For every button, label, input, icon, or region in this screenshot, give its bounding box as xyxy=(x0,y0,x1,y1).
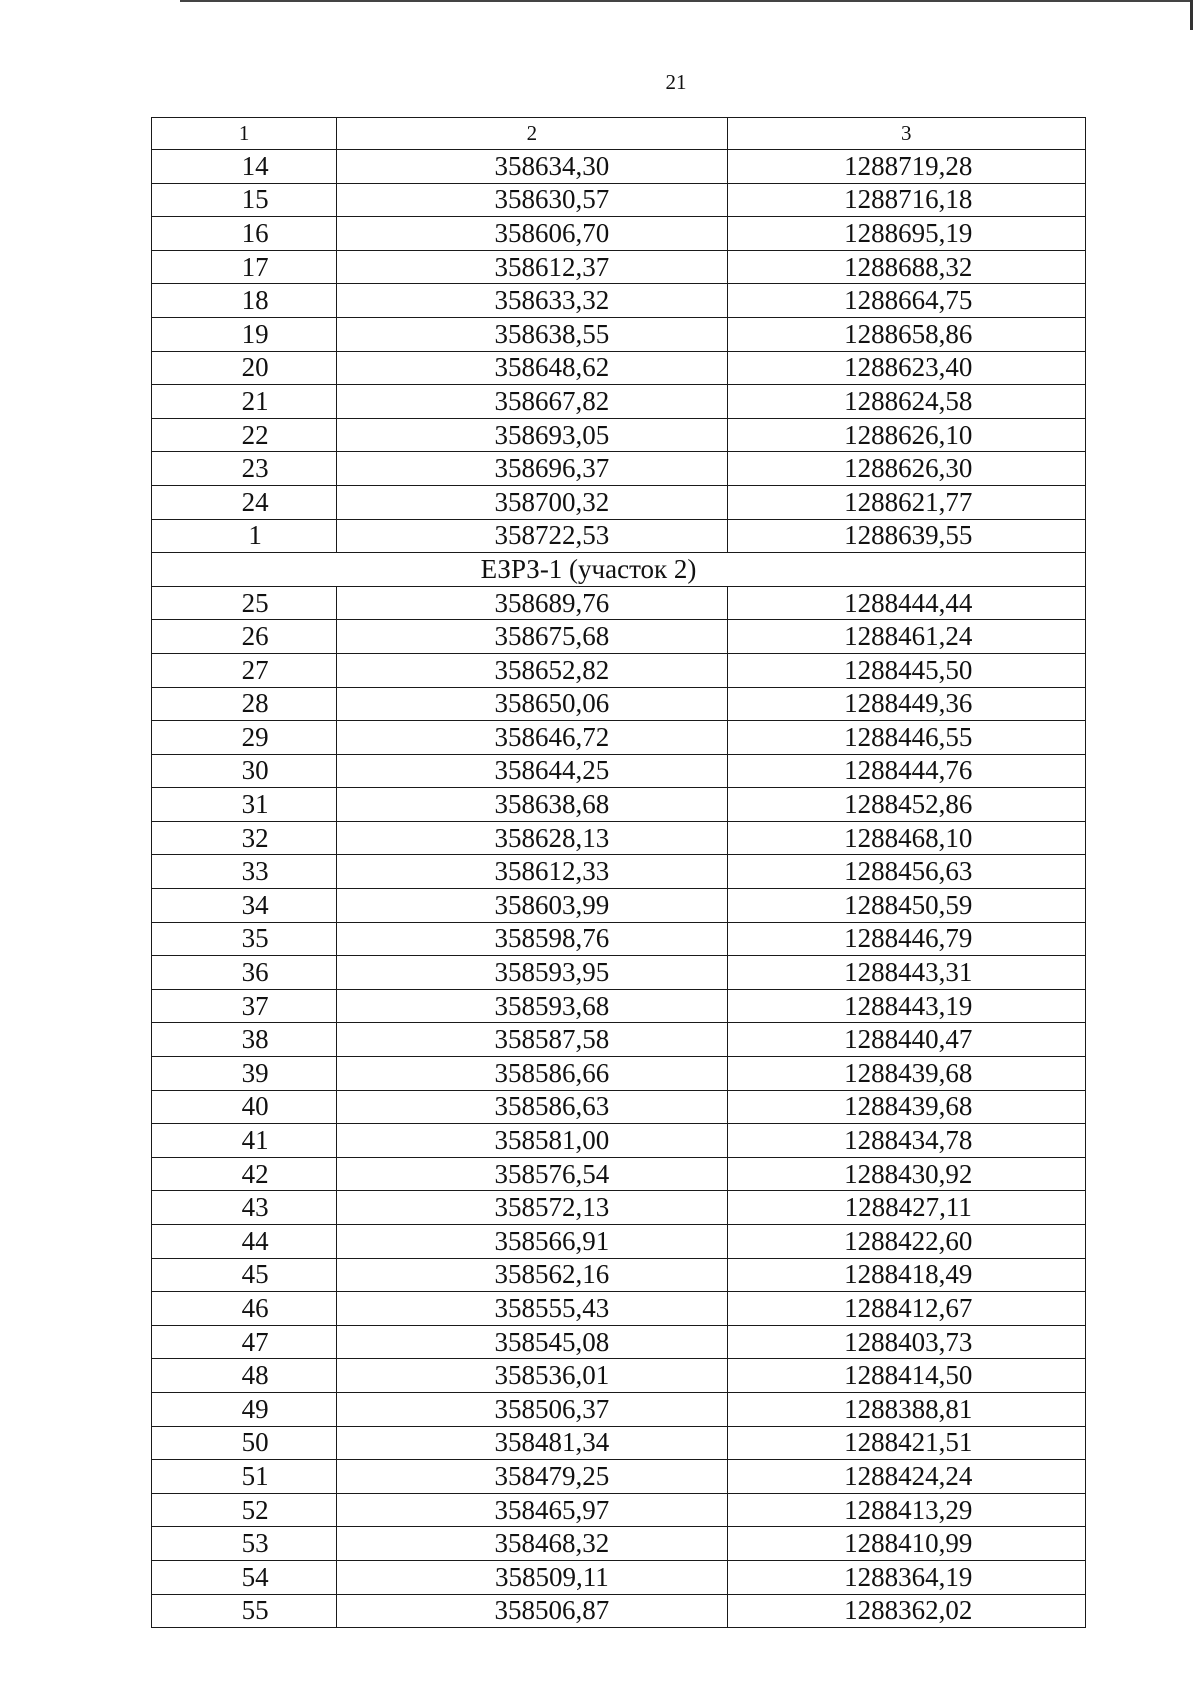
point-number-cell: 44 xyxy=(152,1225,337,1259)
coordinate-y-cell: 358506,37 xyxy=(337,1392,727,1426)
table-row xyxy=(152,989,1086,1023)
point-number-cell: 52 xyxy=(152,1493,337,1527)
point-number-cell: 50 xyxy=(152,1426,337,1460)
scan-edge-right xyxy=(1190,0,1193,30)
point-number-cell: 41 xyxy=(152,1124,337,1158)
coordinate-y-cell: 358593,68 xyxy=(337,989,727,1023)
coordinate-y-cell: 358581,00 xyxy=(337,1124,727,1158)
point-number-cell: 22 xyxy=(152,418,337,452)
coordinate-y-cell: 358536,01 xyxy=(337,1359,727,1393)
coordinate-x-cell: 1288430,92 xyxy=(727,1157,1085,1191)
coordinate-x-cell: 1288716,18 xyxy=(727,183,1085,217)
coordinate-y-cell: 358638,55 xyxy=(337,317,727,351)
coordinate-y-cell: 358700,32 xyxy=(337,485,727,519)
coordinate-y-cell: 358650,06 xyxy=(337,687,727,721)
point-number-cell: 45 xyxy=(152,1258,337,1292)
coordinate-y-cell: 358634,30 xyxy=(337,150,727,184)
coordinate-x-cell: 1288624,58 xyxy=(727,385,1085,419)
coordinate-y-cell: 358587,58 xyxy=(337,1023,727,1057)
point-number-cell: 20 xyxy=(152,351,337,385)
coordinate-y-cell: 358606,70 xyxy=(337,217,727,251)
point-number-cell: 19 xyxy=(152,317,337,351)
coordinate-x-cell: 1288664,75 xyxy=(727,284,1085,318)
coordinate-y-cell: 358633,32 xyxy=(337,284,727,318)
coordinate-y-cell: 358644,25 xyxy=(337,754,727,788)
coordinate-y-cell: 358693,05 xyxy=(337,418,727,452)
table-row xyxy=(152,687,1086,721)
table-row xyxy=(152,1090,1086,1124)
point-number-cell: 42 xyxy=(152,1157,337,1191)
coordinate-y-cell: 358481,34 xyxy=(337,1426,727,1460)
section-header-row xyxy=(152,553,1086,587)
coordinate-y-cell: 358562,16 xyxy=(337,1258,727,1292)
table-row xyxy=(152,1325,1086,1359)
coordinate-x-cell: 1288695,19 xyxy=(727,217,1085,251)
table-row xyxy=(152,1426,1086,1460)
point-number-cell: 39 xyxy=(152,1057,337,1091)
table-row xyxy=(152,1460,1086,1494)
table-row xyxy=(152,1124,1086,1158)
coordinate-y-cell: 358612,37 xyxy=(337,250,727,284)
point-number-cell: 47 xyxy=(152,1325,337,1359)
coordinate-x-cell: 1288688,32 xyxy=(727,250,1085,284)
point-number-cell: 29 xyxy=(152,721,337,755)
coordinate-x-cell: 1288621,77 xyxy=(727,485,1085,519)
table-row xyxy=(152,1023,1086,1057)
coordinate-x-cell: 1288456,63 xyxy=(727,855,1085,889)
coordinate-y-cell: 358603,99 xyxy=(337,889,727,923)
table-row xyxy=(152,183,1086,217)
point-number-cell: 40 xyxy=(152,1090,337,1124)
point-number-cell: 51 xyxy=(152,1460,337,1494)
table-row xyxy=(152,385,1086,419)
point-number-cell: 53 xyxy=(152,1527,337,1561)
coordinate-y-cell: 358506,87 xyxy=(337,1594,727,1628)
point-number-cell: 43 xyxy=(152,1191,337,1225)
table-row xyxy=(152,1493,1086,1527)
coordinate-y-cell: 358675,68 xyxy=(337,620,727,654)
coordinate-x-cell: 1288626,30 xyxy=(727,452,1085,486)
coordinate-x-cell: 1288424,24 xyxy=(727,1460,1085,1494)
table-row xyxy=(152,1392,1086,1426)
table-row xyxy=(152,922,1086,956)
table-row xyxy=(152,317,1086,351)
point-number-cell: 24 xyxy=(152,485,337,519)
coordinate-y-cell: 358722,53 xyxy=(337,519,727,553)
coordinate-x-cell: 1288443,19 xyxy=(727,989,1085,1023)
coordinate-x-cell: 1288452,86 xyxy=(727,788,1085,822)
coordinate-x-cell: 1288422,60 xyxy=(727,1225,1085,1259)
coordinate-y-cell: 358509,11 xyxy=(337,1560,727,1594)
table-row xyxy=(152,653,1086,687)
coordinate-y-cell: 358598,76 xyxy=(337,922,727,956)
coordinate-x-cell: 1288364,19 xyxy=(727,1560,1085,1594)
point-number-cell: 17 xyxy=(152,250,337,284)
coordinate-y-cell: 358646,72 xyxy=(337,721,727,755)
table-row xyxy=(152,586,1086,620)
point-number-cell: 33 xyxy=(152,855,337,889)
column-header-y: 2 xyxy=(337,118,727,150)
coordinate-x-cell: 1288444,44 xyxy=(727,586,1085,620)
table-row xyxy=(152,1157,1086,1191)
coordinate-x-cell: 1288658,86 xyxy=(727,317,1085,351)
table-row xyxy=(152,754,1086,788)
table-row xyxy=(152,1359,1086,1393)
coordinate-x-cell: 1288626,10 xyxy=(727,418,1085,452)
table-row xyxy=(152,1527,1086,1561)
coordinate-x-cell: 1288362,02 xyxy=(727,1594,1085,1628)
coordinate-x-cell: 1288434,78 xyxy=(727,1124,1085,1158)
coordinate-y-cell: 358628,13 xyxy=(337,821,727,855)
table-row xyxy=(152,721,1086,755)
point-number-cell: 54 xyxy=(152,1560,337,1594)
coordinate-y-cell: 358630,57 xyxy=(337,183,727,217)
coordinate-y-cell: 358593,95 xyxy=(337,956,727,990)
scan-edge-top xyxy=(180,0,1192,2)
coordinate-x-cell: 1288418,49 xyxy=(727,1258,1085,1292)
table-row xyxy=(152,956,1086,990)
point-number-cell: 38 xyxy=(152,1023,337,1057)
coordinate-x-cell: 1288639,55 xyxy=(727,519,1085,553)
point-number-cell: 14 xyxy=(152,150,337,184)
coordinate-x-cell: 1288421,51 xyxy=(727,1426,1085,1460)
point-number-cell: 21 xyxy=(152,385,337,419)
point-number-cell: 30 xyxy=(152,754,337,788)
coordinate-y-cell: 358468,32 xyxy=(337,1527,727,1561)
table-row xyxy=(152,821,1086,855)
table-row xyxy=(152,485,1086,519)
coordinate-x-cell: 1288623,40 xyxy=(727,351,1085,385)
coordinates-table-body xyxy=(152,118,1086,1628)
point-number-cell: 55 xyxy=(152,1594,337,1628)
point-number-cell: 46 xyxy=(152,1292,337,1326)
table-row xyxy=(152,452,1086,486)
table-row xyxy=(152,788,1086,822)
coordinate-y-cell: 358689,76 xyxy=(337,586,727,620)
point-number-cell: 23 xyxy=(152,452,337,486)
table-row xyxy=(152,284,1086,318)
table-row xyxy=(152,1057,1086,1091)
coordinate-y-cell: 358638,68 xyxy=(337,788,727,822)
point-number-cell: 34 xyxy=(152,889,337,923)
coordinate-x-cell: 1288439,68 xyxy=(727,1090,1085,1124)
point-number-cell: 27 xyxy=(152,653,337,687)
point-number-cell: 28 xyxy=(152,687,337,721)
coordinate-x-cell: 1288468,10 xyxy=(727,821,1085,855)
table-row xyxy=(152,1258,1086,1292)
table-row xyxy=(152,1560,1086,1594)
coordinate-x-cell: 1288412,67 xyxy=(727,1292,1085,1326)
column-header-x: 3 xyxy=(727,118,1085,150)
section-title: ЕЗРЗ-1 (участок 2) xyxy=(152,553,1086,587)
point-number-cell: 26 xyxy=(152,620,337,654)
coordinate-y-cell: 358576,54 xyxy=(337,1157,727,1191)
coordinate-y-cell: 358545,08 xyxy=(337,1325,727,1359)
table-row xyxy=(152,1191,1086,1225)
coordinate-y-cell: 358479,25 xyxy=(337,1460,727,1494)
coordinate-y-cell: 358667,82 xyxy=(337,385,727,419)
point-number-cell: 31 xyxy=(152,788,337,822)
coordinate-x-cell: 1288440,47 xyxy=(727,1023,1085,1057)
coordinate-x-cell: 1288446,79 xyxy=(727,922,1085,956)
column-header-number: 1 xyxy=(152,118,337,150)
point-number-cell: 32 xyxy=(152,821,337,855)
table-row xyxy=(152,889,1086,923)
coordinate-x-cell: 1288444,76 xyxy=(727,754,1085,788)
coordinate-y-cell: 358652,82 xyxy=(337,653,727,687)
table-row xyxy=(152,620,1086,654)
coordinate-x-cell: 1288719,28 xyxy=(727,150,1085,184)
coordinate-x-cell: 1288403,73 xyxy=(727,1325,1085,1359)
coordinate-x-cell: 1288445,50 xyxy=(727,653,1085,687)
coordinate-y-cell: 358566,91 xyxy=(337,1225,727,1259)
table-row xyxy=(152,1594,1086,1628)
coordinate-x-cell: 1288461,24 xyxy=(727,620,1085,654)
point-number-cell: 49 xyxy=(152,1392,337,1426)
coordinate-x-cell: 1288413,29 xyxy=(727,1493,1085,1527)
coordinate-y-cell: 358696,37 xyxy=(337,452,727,486)
coordinate-x-cell: 1288427,11 xyxy=(727,1191,1085,1225)
point-number-cell: 35 xyxy=(152,922,337,956)
coordinate-y-cell: 358586,63 xyxy=(337,1090,727,1124)
table-row xyxy=(152,217,1086,251)
point-number-cell: 16 xyxy=(152,217,337,251)
point-number-cell: 25 xyxy=(152,586,337,620)
coordinate-y-cell: 358648,62 xyxy=(337,351,727,385)
coordinate-x-cell: 1288450,59 xyxy=(727,889,1085,923)
coordinates-table xyxy=(151,117,1086,1628)
coordinate-y-cell: 358465,97 xyxy=(337,1493,727,1527)
point-number-cell: 15 xyxy=(152,183,337,217)
point-number-cell: 18 xyxy=(152,284,337,318)
coordinate-x-cell: 1288388,81 xyxy=(727,1392,1085,1426)
table-row xyxy=(152,351,1086,385)
coordinate-x-cell: 1288439,68 xyxy=(727,1057,1085,1091)
point-number-cell: 48 xyxy=(152,1359,337,1393)
coordinate-x-cell: 1288449,36 xyxy=(727,687,1085,721)
coordinate-x-cell: 1288410,99 xyxy=(727,1527,1085,1561)
table-row xyxy=(152,519,1086,553)
point-number-cell: 1 xyxy=(152,519,337,553)
coordinate-x-cell: 1288446,55 xyxy=(727,721,1085,755)
table-row xyxy=(152,1225,1086,1259)
coordinate-y-cell: 358572,13 xyxy=(337,1191,727,1225)
coordinate-x-cell: 1288443,31 xyxy=(727,956,1085,990)
table-row xyxy=(152,150,1086,184)
table-header-row xyxy=(152,118,1086,150)
coordinate-y-cell: 358612,33 xyxy=(337,855,727,889)
page-number: 21 xyxy=(665,70,687,94)
table-row xyxy=(152,418,1086,452)
coordinate-x-cell: 1288414,50 xyxy=(727,1359,1085,1393)
table-row xyxy=(152,855,1086,889)
coordinate-y-cell: 358586,66 xyxy=(337,1057,727,1091)
table-row xyxy=(152,250,1086,284)
point-number-cell: 36 xyxy=(152,956,337,990)
point-number-cell: 37 xyxy=(152,989,337,1023)
table-row xyxy=(152,1292,1086,1326)
coordinate-y-cell: 358555,43 xyxy=(337,1292,727,1326)
